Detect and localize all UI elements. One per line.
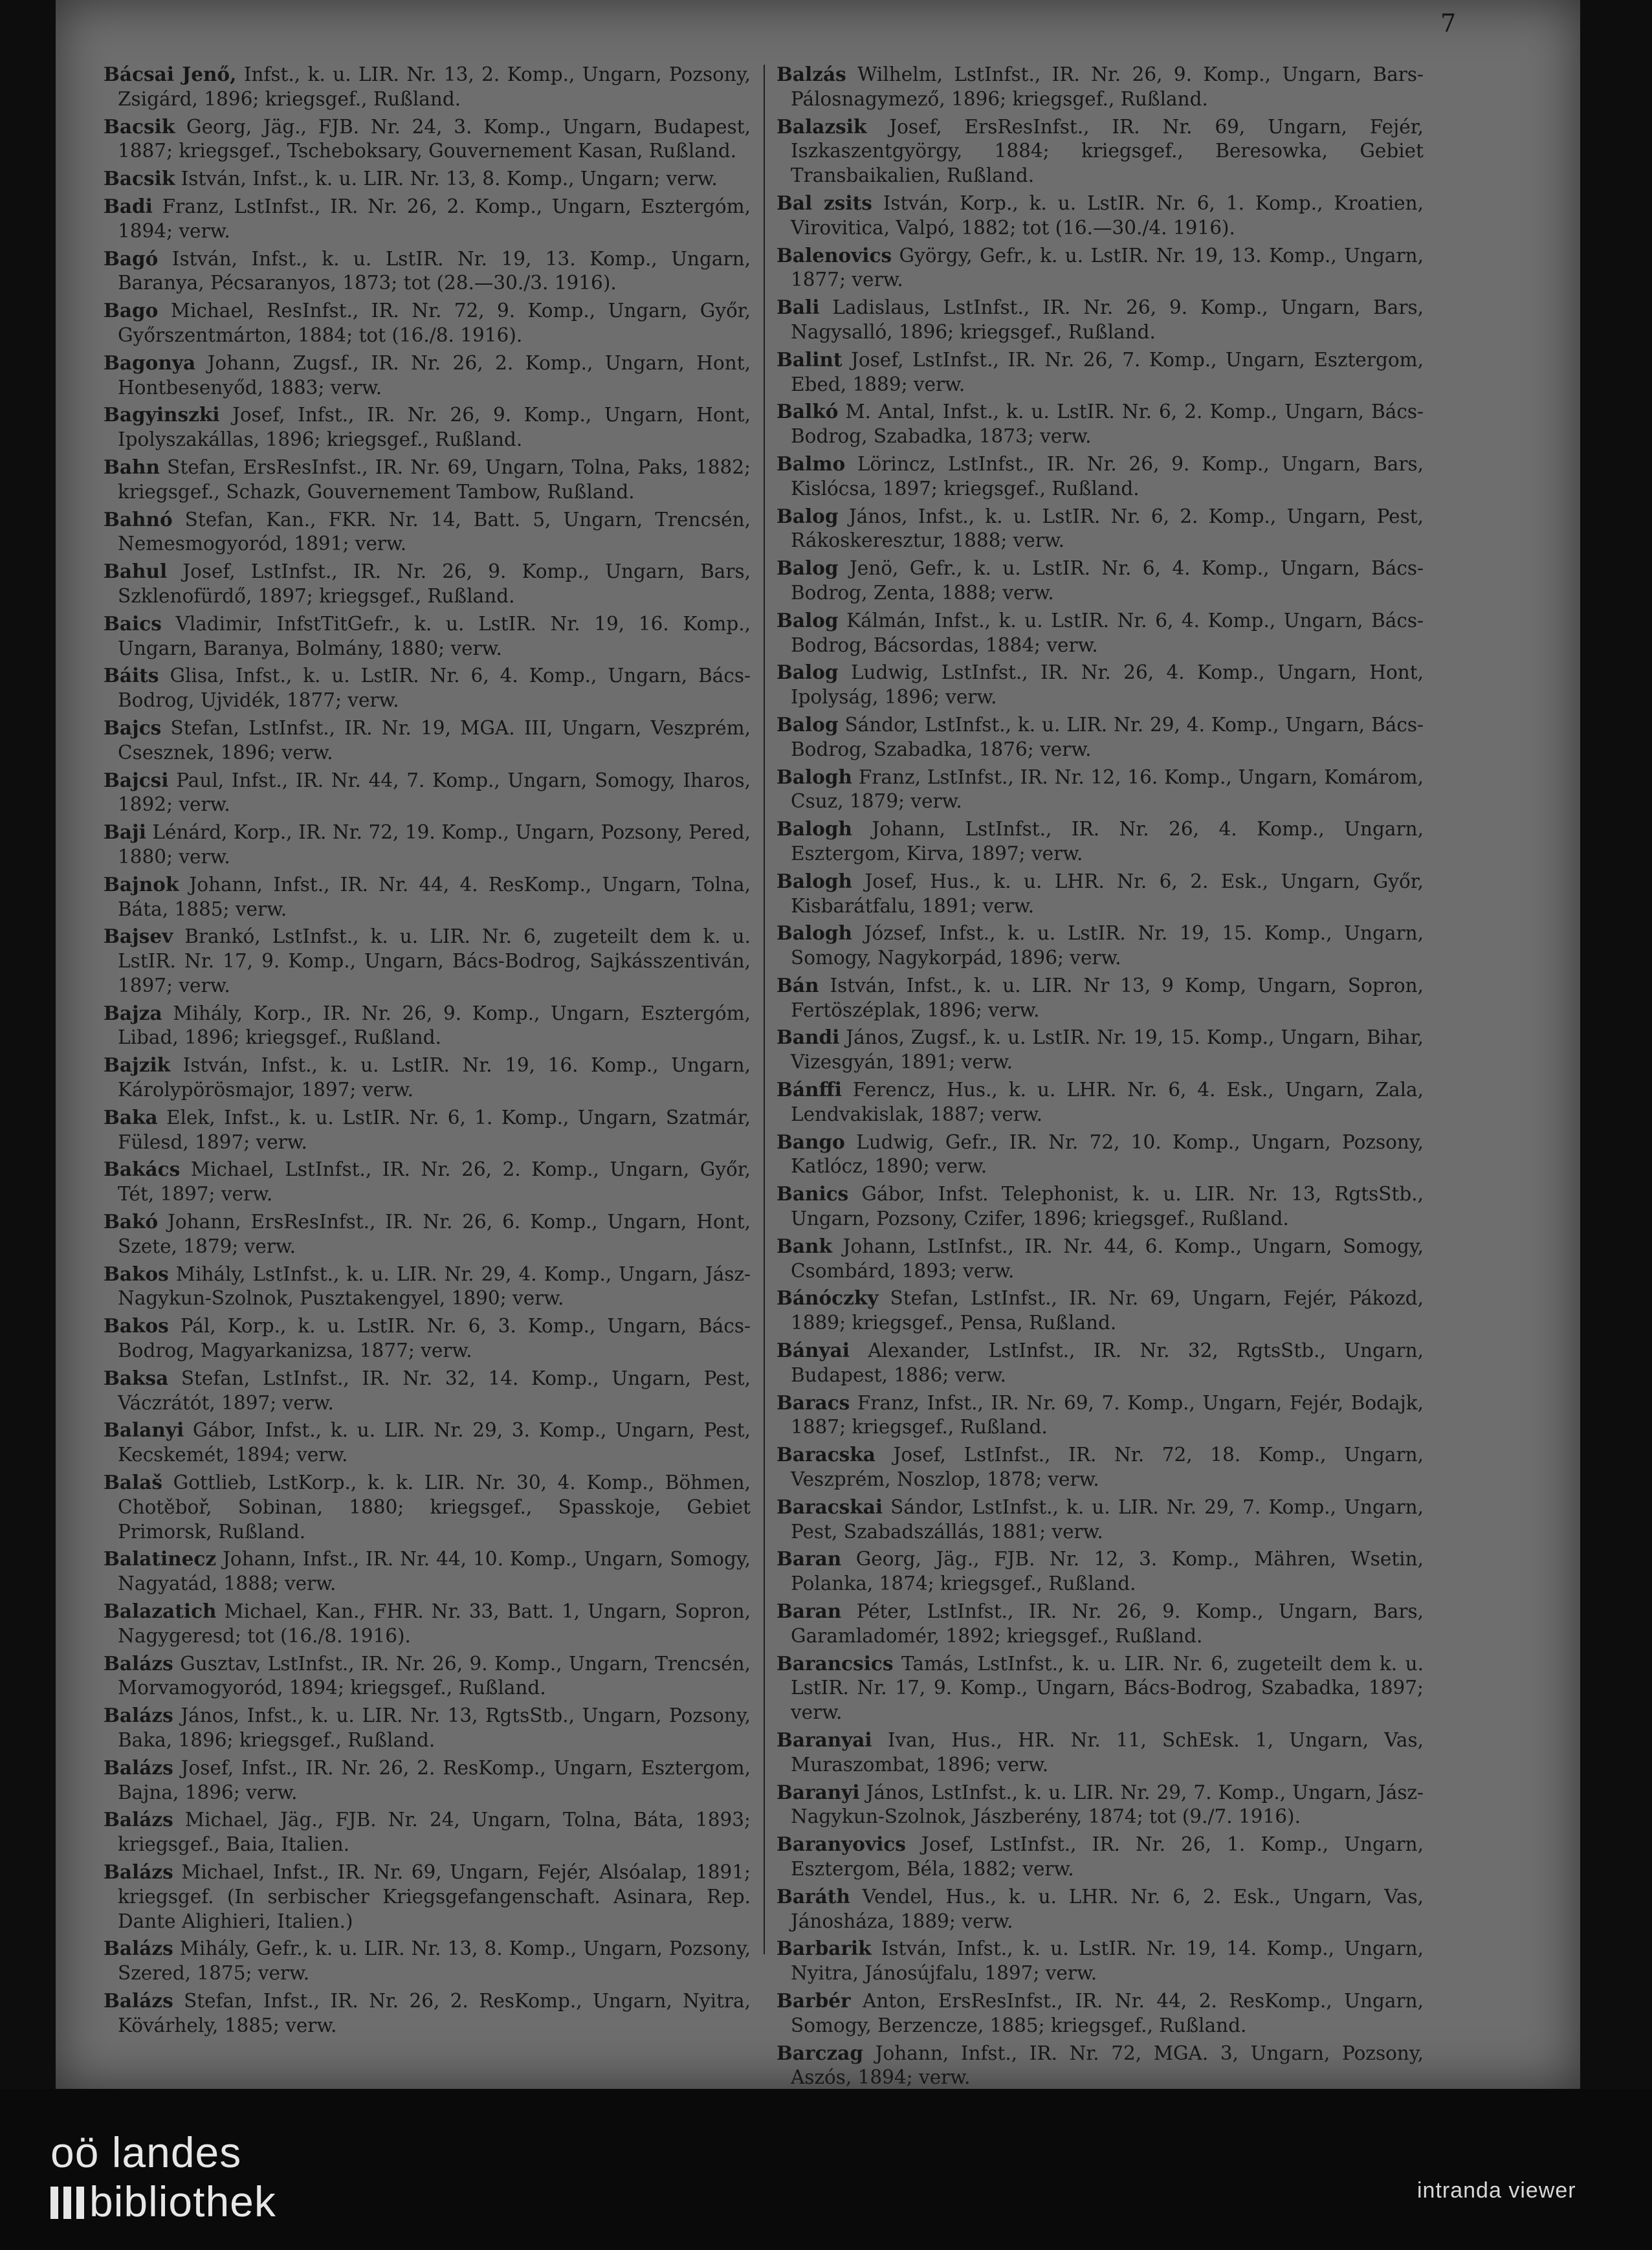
entry-details: Johann, Infst., IR. Nr. 44, 4. ResKomp., Ungarn, Tolna, Báta, 1885; verw. [118,873,751,920]
entry-surname: Bakos [104,1262,169,1285]
list-entry [776,1495,1424,1545]
entry-details: János, Infst., k. u. LIR. Nr. 13, RgtsStb., Ungarn, Pozsony, Baka, 1896; kriegsgef., Rußland. [118,1704,751,1751]
entry-surname: Balatinecz [104,1547,217,1571]
list-entry [104,1936,751,1986]
entry-surname: Balog [776,661,839,684]
list-entry [776,1182,1424,1231]
list-entry [104,716,751,766]
entry-details: Alexander, LstInfst., IR. Nr. 32, RgtsStb., Ungarn, Budapest, 1886; verw. [791,1340,1424,1386]
list-entry [776,1832,1424,1882]
entry-surname: Bago [104,299,159,322]
list-entry [776,2041,1424,2091]
entry-details: Wilhelm, LstInfst., IR. Nr. 26, 9. Komp., Ungarn, Bars-Pálosnagymező, 1896; kriegsgef., Rußland. [791,63,1424,110]
entry-details: Josef, LstInfst., IR. Nr. 26, 1. Komp., Ungarn, Esztergom, Béla, 1882; verw. [791,1833,1424,1880]
list-entry [776,295,1424,345]
entry-details: Sándor, LstInfst., k. u. LIR. Nr. 29, 7. Komp., Ungarn, Pest, Szabadszállás, 1881; verw. [791,1495,1424,1543]
entry-surname: Balint [776,347,843,371]
entry-surname: Balzás [776,63,846,85]
list-entry [104,351,751,401]
logo-text-line1: oö landes [50,2128,242,2176]
entry-surname: Bahn [104,455,160,478]
entry-details: Michael, ResInfst., IR. Nr. 72, 9. Komp., Ungarn, Győr, Győrszentmárton, 1884; tot (16./8. 1916). [118,300,751,346]
list-entry [104,1547,751,1596]
entry-surname: Banics [776,1182,849,1206]
entry-details: Kálmán, Infst., k. u. LstIR. Nr. 6, 4. Komp., Ungarn, Bács-Bodrog, Bácsordas, 1884; verw. [791,609,1424,656]
entry-details: István, Infst., k. u. LIR. Nr. 13, 8. Komp., Ungarn; verw. [175,168,718,190]
entry-details: István, Infst., k. u. LstIR. Nr. 19, 14. Komp., Ungarn, Nyitra, Jánosújfalu, 1897; verw. [791,1937,1424,1985]
entry-surname: Balázs [104,1756,173,1779]
list-entry [104,1470,751,1544]
entry-surname: Balanyi [104,1418,184,1442]
entry-details: Infst., k. u. LIR. Nr. 13, 2. Komp., Ungarn, Pozsony, Zsigárd, 1896; kriegsgef., Rußland. [118,63,751,110]
list-entry [104,298,751,348]
entry-details: Johann, Infst., IR. Nr. 72, MGA. 3, Ungarn, Pozsony, Aszós, 1894; verw. [791,2042,1424,2089]
entry-surname: Barbér [776,1989,851,2012]
entry-surname: Barancsics [776,1651,894,1675]
list-entry [776,399,1424,449]
entry-surname: Balogh [776,817,853,841]
list-entry [776,243,1424,293]
entry-surname: Bajzik [104,1053,171,1077]
entry-surname: Baracskai [776,1495,883,1518]
entry-details: Michael, LstInfst., IR. Nr. 26, 2. Komp., Ungarn, Győr, Tét, 1897; verw. [118,1158,751,1206]
entry-surname: Bango [776,1130,845,1153]
entry-surname: Bacsik [104,167,175,190]
entry-details: Josef, Infst., IR. Nr. 26, 9. Komp., Ungarn, Hont, Ipolyszakállas, 1896; kriegsgef., Rußland. [118,404,751,451]
entry-surname: Baran [776,1600,842,1623]
entry-surname: Balogh [776,869,853,892]
list-entry [104,1860,751,1934]
entry-details: Johann, LstInfst., IR. Nr. 44, 6. Komp., Ungarn, Somogy, Csombárd, 1893; verw. [791,1235,1424,1282]
right-column [776,62,1424,2093]
entry-surname: Bandi [776,1026,840,1049]
entry-details: Jenö, Gefr., k. u. LstIR. Nr. 6, 4. Komp., Ungarn, Bács-Bodrog, Zenta, 1888; verw. [791,557,1424,604]
list-entry [104,612,751,661]
list-entry [776,452,1424,502]
entry-surname: Baranyovics [776,1833,906,1856]
entry-details: Josef, ErsResInfst., IR. Nr. 69, Ungarn, Fejér, Iszkaszentgyörgy, 1884; kriegsgef., Beresowka, Gebiet Transbaikalien, Rußland. [791,115,1424,187]
entry-details: Franz, Infst., IR. Nr. 69, 7. Komp., Ungarn, Fejér, Bodajk, 1887; kriegsgef., Rußland. [791,1391,1424,1439]
entry-surname: Bacsik [104,115,175,138]
entry-surname: Balázs [104,1651,173,1675]
entry-surname: Baka [104,1105,158,1129]
list-entry [776,1989,1424,2038]
entry-surname: Balaš [104,1471,162,1494]
entry-details: Josef, Hus., k. u. LHR. Nr. 6, 2. Esk., Ungarn, Győr, Kisbarátfalu, 1891; verw. [791,870,1424,917]
entry-surname: Balmo [776,452,846,475]
entry-details: Ladislaus, LstInfst., IR. Nr. 26, 9. Komp., Ungarn, Bars, Nagysalló, 1896; kriegsgef., Rußland. [791,296,1424,343]
entry-details: Vladimir, InfstTitGefr., k. u. LstIR. Nr. 19, 16. Komp., Ungarn, Baranya, Bolmány, 1880; verw. [118,612,751,659]
list-entry [104,247,751,296]
list-entry [776,1884,1424,1934]
list-entry [776,1599,1424,1649]
entry-details: Ludwig, LstInfst., IR. Nr. 26, 4. Komp., Ungarn, Hont, Ipolyság, 1896; verw. [791,661,1424,709]
list-entry [104,194,751,244]
list-entry [776,608,1424,658]
entry-surname: Bagonya [104,351,196,374]
list-entry [104,924,751,998]
list-entry [104,507,751,557]
list-entry [776,1936,1424,1986]
entry-surname: Balazatich [104,1600,217,1623]
list-entry [104,1209,751,1259]
entry-details: Mihály, LstInfst., k. u. LIR. Nr. 29, 4. Komp., Ungarn, Jász-Nagykun-Szolnok, Pusztakengyel, 1890; verw. [118,1263,751,1310]
list-entry [104,1703,751,1753]
list-entry [776,1547,1424,1596]
entry-details: Mihály, Korp., IR. Nr. 26, 9. Komp., Ungarn, Esztergóm, Libad, 1896; kriegsgef., Rußland. [118,1002,751,1049]
library-logo [50,2128,241,2177]
entry-details: Josef, LstInfst., IR. Nr. 26, 9. Komp., Ungarn, Bars, Szklenofürdő, 1897; kriegsgef., Rußland. [118,560,751,607]
entry-details: Johann, Zugsf., IR. Nr. 26, 2. Komp., Ungarn, Hont, Hontbesenyőd, 1883; verw. [118,351,751,399]
entry-surname: Bakács [104,1158,181,1181]
entry-surname: Bali [776,296,820,319]
entry-surname: Bán [776,973,819,997]
list-entry [776,504,1424,554]
entry-details: Georg, Jäg., FJB. Nr. 12, 3. Komp., Mähren, Wsetin, Polanka, 1874; kriegsgef., Rußland. [791,1548,1424,1595]
list-entry [104,1105,751,1155]
entry-details: Mihály, Gefr., k. u. LIR. Nr. 13, 8. Komp., Ungarn, Pozsony, Szered, 1875; verw. [118,1937,751,1985]
entry-details: Pál, Korp., k. u. LstIR. Nr. 6, 3. Komp., Ungarn, Bács-Bodrog, Magyarkanizsa, 1877; verw. [118,1315,751,1362]
list-entry [776,1130,1424,1180]
entry-details: János, Zugsf., k. u. LstIR. Nr. 19, 15. Komp., Ungarn, Bihar, Vizesgyán, 1891; verw. [791,1026,1424,1074]
entry-surname: Baráth [776,1884,850,1908]
entry-details: Michael, Kan., FHR. Nr. 33, Batt. 1, Ungarn, Sopron, Nagygeresd; tot (16./8. 1916). [118,1600,751,1647]
list-entry [776,1338,1424,1388]
list-entry [776,1286,1424,1336]
entry-surname: Balenovics [776,243,892,267]
list-entry [104,1001,751,1051]
entry-details: Tamás, LstInfst., k. u. LIR. Nr. 6, zugeteilt dem k. u. LstIR. Nr. 17, 9. Komp., Ungarn, Bács-Bodrog, Szabadka, 1897; verw. [791,1652,1424,1724]
entry-surname: Baracs [776,1391,850,1414]
entry-surname: Balog [776,608,839,632]
entry-details: Josef, LstInfst., IR. Nr. 72, 18. Komp., Ungarn, Veszprém, Noszlop, 1878; verw. [791,1444,1424,1491]
list-entry [776,660,1424,710]
entry-details: Franz, LstInfst., IR. Nr. 12, 16. Komp., Ungarn, Komárom, Csuz, 1879; verw. [791,766,1424,813]
entry-details: János, LstInfst., k. u. LIR. Nr. 29, 7. Komp., Ungarn, Jász-Nagykun-Szolnok, Jászberény, 1874; tot (9./7. 1916). [791,1781,1424,1828]
entry-surname: Baran [776,1547,842,1571]
entry-surname: Barbarik [776,1937,872,1960]
entry-details: György, Gefr., k. u. LstIR. Nr. 19, 13. Komp., Ungarn, 1877; verw. [791,244,1424,291]
entry-details: Vendel, Hus., k. u. LHR. Nr. 6, 2. Esk., Ungarn, Vas, Jánosháza, 1889; verw. [791,1885,1424,1932]
entry-details: Gábor, Infst. Telephonist, k. u. LIR. Nr. 13, RgtsStb., Ungarn, Pozsony, Czifer, 1896; kriegsgef., Rußland. [791,1183,1424,1230]
entry-details: István, Infst., k. u. LstIR. Nr. 19, 13. Komp., Ungarn, Baranya, Pécsaranyos, 1873; tot (28.—30./3. 1916). [118,247,751,294]
column-divider [764,65,765,1954]
list-entry [104,1157,751,1207]
list-entry [104,1418,751,1468]
entry-details: Péter, LstInfst., IR. Nr. 26, 9. Komp., Ungarn, Bars, Garamladomér, 1892; kriegsgef., Rußland. [791,1600,1424,1647]
list-entry [104,1314,751,1363]
list-entry [104,455,751,505]
library-logo-line2 [50,2177,276,2226]
entry-details: Lörincz, LstInfst., IR. Nr. 26, 9. Komp., Ungarn, Bars, Kislócsa, 1897; kriegsgef., Rußland. [791,452,1424,500]
list-entry [104,1599,751,1649]
entry-details: Josef, LstInfst., IR. Nr. 26, 7. Komp., Ungarn, Esztergom, Ebed, 1889; verw. [791,348,1424,395]
entry-surname: Balog [776,504,839,527]
entry-details: Michael, Jäg., FJB. Nr. 24, Ungarn, Tolna, Báta, 1893; kriegsgef., Baia, Italien. [118,1809,751,1856]
entry-surname: Bal zsits [776,191,872,214]
entry-details: Franz, LstInfst., IR. Nr. 26, 2. Komp., Ungarn, Esztergóm, 1894; verw. [118,195,751,242]
list-entry [104,1651,751,1701]
list-entry [776,1077,1424,1127]
entry-surname: Balazsik [776,115,867,138]
entry-surname: Balázs [104,1937,173,1960]
entry-surname: Balázs [104,1860,173,1883]
entry-details: Sándor, LstInfst., k. u. LIR. Nr. 29, 4. Komp., Ungarn, Bács-Bodrog, Szabadka, 1876; verw. [791,713,1424,760]
list-entry [776,765,1424,815]
list-entry [104,559,751,609]
list-entry [776,869,1424,919]
list-entry [104,403,751,452]
list-entry [104,1807,751,1857]
list-entry [776,191,1424,241]
entry-details: Brankó, LstInfst., k. u. LIR. Nr. 6, zugeteilt dem k. u. LstIR. Nr. 17, 9. Komp., Ungarn, Bács-Bodrog, Sajkásszentiván, 1897; verw. [118,925,751,997]
entry-surname: Baji [104,821,146,844]
list-entry [776,817,1424,866]
logo-text-line2: bibliothek [89,2178,276,2225]
entry-details: Johann, Infst., IR. Nr. 44, 10. Komp., Ungarn, Somogy, Nagyatád, 1888; verw. [118,1548,751,1595]
entry-surname: Baranyai [776,1728,872,1751]
list-entry [776,1025,1424,1075]
entry-surname: Bánffi [776,1078,842,1101]
entry-surname: Barczag [776,2041,864,2064]
list-entry [104,872,751,922]
list-entry [776,921,1424,971]
entry-surname: Bagó [104,247,159,270]
list-entry [776,1234,1424,1284]
left-column [104,62,751,2041]
entry-surname: Bánóczky [776,1286,879,1310]
list-entry [104,663,751,713]
entry-details: Ferencz, Hus., k. u. LHR. Nr. 6, 4. Esk., Ungarn, Zala, Lendvakislak, 1887; verw. [791,1079,1424,1125]
entry-surname: Bagyinszki [104,403,220,426]
entry-surname: Bajsev [104,925,173,948]
entry-surname: Bakó [104,1210,159,1233]
list-entry [104,1366,751,1416]
list-entry [776,1651,1424,1725]
entry-surname: Bajza [104,1001,162,1024]
entry-surname: Bácsai Jenő, [104,63,237,85]
list-entry [776,973,1424,1023]
list-entry [104,166,751,192]
entry-surname: Balog [776,557,839,580]
list-entry [776,1391,1424,1440]
entry-surname: Bahnó [104,507,173,531]
entry-details: Gottlieb, LstKorp., k. k. LIR. Nr. 30, 4. Komp., Böhmen, Chotěboř, Sobinan, 1880; kriegsgef., Spasskoje, Gebiet Primorsk, Rußland. [118,1472,751,1543]
logo-bars-icon [50,2187,84,2219]
entry-details: Stefan, Infst., IR. Nr. 26, 2. ResKomp., Ungarn, Nyitra, Kövárhely, 1885; verw. [118,1989,751,2036]
entry-surname: Baics [104,612,162,635]
entry-surname: Baracska [776,1443,876,1466]
list-entry [776,62,1424,112]
list-entry [776,556,1424,606]
list-entry [104,1053,751,1103]
entry-surname: Badi [104,194,153,217]
page-number: 7 [1440,9,1457,38]
entry-surname: Balázs [104,1989,173,2012]
entry-details: M. Antal, Infst., k. u. LstIR. Nr. 6, 2. Komp., Ungarn, Bács-Bodrog, Szabadka, 1873; verw. [791,401,1424,448]
entry-surname: Bank [776,1234,832,1257]
entry-details: Georg, Jäg., FJB. Nr. 24, 3. Komp., Ungarn, Budapest, 1887; kriegsgef., Tscheboksary, Gouvernement Kasan, Rußland. [118,115,751,162]
viewer-label: intranda viewer [1417,2178,1576,2203]
entry-details: István, Korp., k. u. LstIR. Nr. 6, 1. Komp., Kroatien, Virovitica, Valpó, 1882; tot (16.—30./4. 1916). [791,192,1424,239]
entry-surname: Balogh [776,765,853,788]
list-entry [104,62,751,112]
entry-surname: Baksa [104,1366,169,1389]
entry-details: Stefan, Kan., FKR. Nr. 14, Batt. 5, Ungarn, Trencsén, Nemesmogyoród, 1891; verw. [118,508,751,555]
entry-surname: Bányai [776,1339,850,1362]
list-entry [104,1989,751,2038]
list-entry [104,768,751,818]
list-entry [104,820,751,870]
entry-details: Gusztav, LstInfst., IR. Nr. 26, 9. Komp., Ungarn, Trencsén, Morvamogyoród, 1894; kriegsgef., Rußland. [118,1652,751,1699]
entry-surname: Bakos [104,1314,169,1338]
entry-surname: Balázs [104,1704,173,1727]
entry-details: Elek, Infst., k. u. LstIR. Nr. 6, 1. Komp., Ungarn, Szatmár, Fülesd, 1897; verw. [118,1106,751,1153]
entry-details: Stefan, LstInfst., IR. Nr. 32, 14. Komp., Ungarn, Pest, Váczrátót, 1897; verw. [118,1367,751,1414]
entry-surname: Báits [104,664,159,687]
entry-surname: Balog [776,712,839,736]
entry-details: Ludwig, Gefr., IR. Nr. 72, 10. Komp., Ungarn, Pozsony, Katlócz, 1890; verw. [791,1131,1424,1178]
entry-surname: Balázs [104,1808,173,1831]
entry-details: István, Infst., k. u. LstIR. Nr. 19, 16. Komp., Ungarn, Károlypörösmajor, 1897; verw. [118,1054,751,1101]
entry-details: Stefan, LstInfst., IR. Nr. 19, MGA. III, Ungarn, Veszprém, Csesznek, 1896; verw. [118,716,751,764]
list-entry [104,115,751,164]
entry-surname: Bajcsi [104,768,169,791]
entry-surname: Bahul [104,560,168,583]
list-entry [776,712,1424,762]
entry-details: János, Infst., k. u. LstIR. Nr. 6, 2. Komp., Ungarn, Pest, Rákoskeresztur, 1888; verw. [791,505,1424,552]
list-entry [776,347,1424,397]
entry-details: Stefan, ErsResInfst., IR. Nr. 69, Ungarn, Tolna, Paks, 1882; kriegsgef., Schazk, Gouvernement Tambow, Rußland. [118,456,751,503]
entry-details: Glisa, Infst., k. u. LstIR. Nr. 6, 4. Komp., Ungarn, Bács-Bodrog, Ujvidék, 1877; verw. [118,665,751,712]
entry-details: Michael, Infst., IR. Nr. 69, Ungarn, Fejér, Alsóalap, 1891; kriegsgef. (In serbischer Kriegsgefangenschaft. Asinara, Rep. Dante Alighieri, Italien.) [118,1860,751,1932]
entry-surname: Baranyi [776,1780,860,1803]
list-entry [104,1262,751,1312]
entry-details: Lénárd, Korp., IR. Nr. 72, 19. Komp., Ungarn, Pozsony, Pered, 1880; verw. [118,821,751,868]
list-entry [776,1728,1424,1778]
entry-surname: Bajnok [104,872,179,896]
list-entry [776,1442,1424,1492]
entry-details: Stefan, LstInfst., IR. Nr. 69, Ungarn, Fejér, Pákozd, 1889; kriegsgef., Pensa, Rußland. [791,1287,1424,1334]
entry-details: Paul, Infst., IR. Nr. 44, 7. Komp., Ungarn, Somogy, Iharos, 1892; verw. [118,769,751,816]
entry-surname: Balogh [776,921,853,945]
entry-surname: Bajcs [104,716,162,739]
entry-details: Johann, ErsResInfst., IR. Nr. 26, 6. Komp., Ungarn, Hont, Szete, 1879; verw. [118,1211,751,1257]
entry-details: Anton, ErsResInfst., IR. Nr. 44, 2. ResKomp., Ungarn, Somogy, Berzencze, 1885; kriegsgef., Rußland. [791,1989,1424,2036]
entry-details: Ivan, Hus., HR. Nr. 11, SchEsk. 1, Ungarn, Vas, Muraszombat, 1896; verw. [791,1729,1424,1776]
entry-details: Gábor, Infst., k. u. LIR. Nr. 29, 3. Komp., Ungarn, Pest, Kecskemét, 1894; verw. [118,1419,751,1466]
entry-details: István, Infst., k. u. LIR. Nr 13, 9 Komp, Ungarn, Sopron, Fertöszéplak, 1896; verw. [791,974,1424,1021]
entry-details: Johann, LstInfst., IR. Nr. 26, 4. Komp., Ungarn, Esztergom, Kirva, 1897; verw. [791,818,1424,865]
list-entry [776,1780,1424,1830]
entry-surname: Balkó [776,400,839,423]
entry-details: József, Infst., k. u. LstIR. Nr. 19, 15. Komp., Ungarn, Somogy, Nagykorpád, 1896; verw. [791,922,1424,969]
list-entry [104,1756,751,1805]
entry-details: Josef, Infst., IR. Nr. 26, 2. ResKomp., Ungarn, Esztergom, Bajna, 1896; verw. [118,1756,751,1803]
list-entry [776,115,1424,188]
